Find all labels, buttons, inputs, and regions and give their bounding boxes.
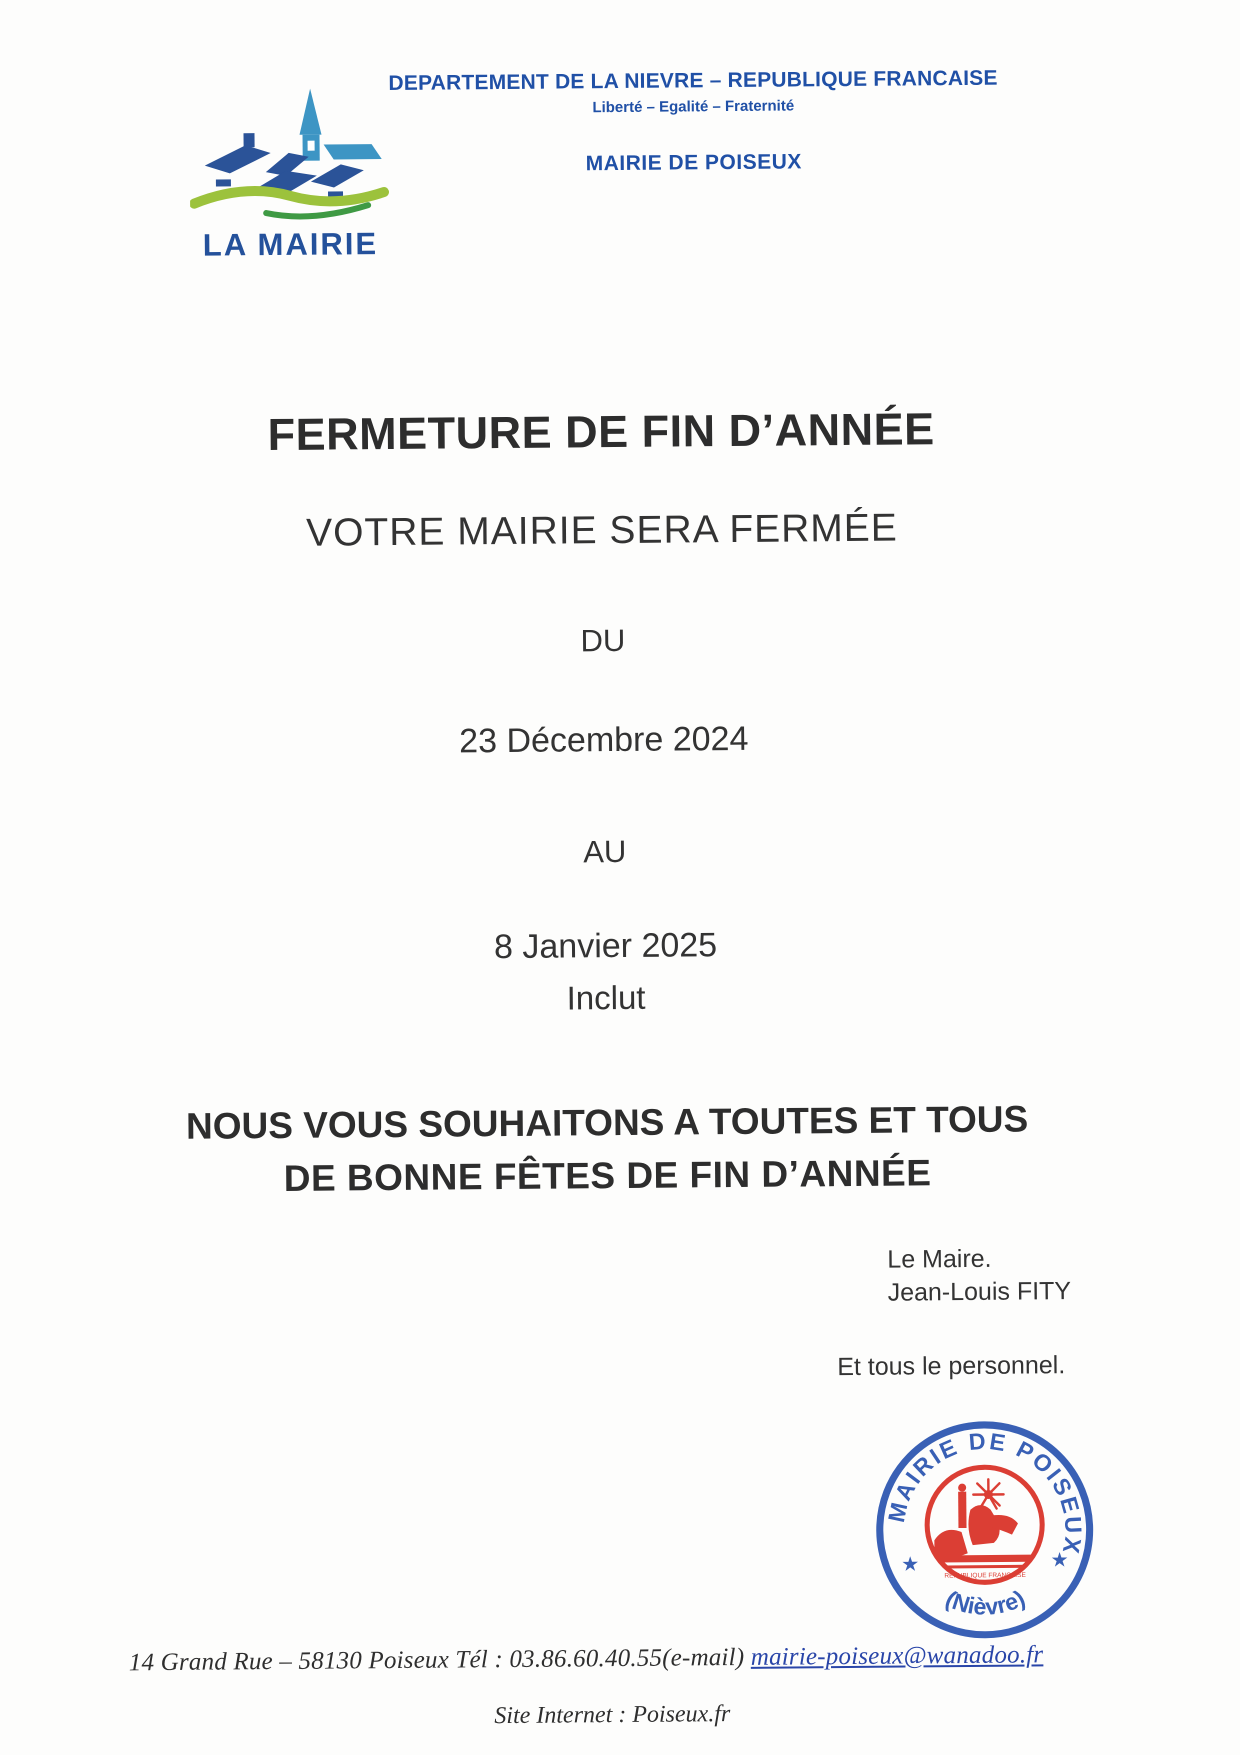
marianne-emblem-icon <box>934 1479 1032 1580</box>
footer-address-line <box>129 1640 1189 1677</box>
mairie-line: MAIRIE DE POISEUX <box>585 150 802 176</box>
municipal-stamp <box>871 1416 1099 1644</box>
republic-motto: Liberté – Egalité – Fraternité <box>592 97 795 117</box>
village-logo-icon <box>189 82 390 224</box>
footer-address-text: 14 Grand Rue – 58130 Poiseux Tél : 03.86.60.40.55(e-mail) <box>128 1643 751 1677</box>
stamp-bottom-text: (Nièvre) <box>941 1584 1030 1620</box>
closure-end-date: 8 Janvier 2025 <box>493 926 718 967</box>
signature-staff: Et tous le personnel. <box>837 1351 1066 1382</box>
stamp-top-text: MAIRIE DE POISEUX <box>882 1427 1087 1558</box>
wishes-line-2: DE BONNE FÊTES DE FIN D’ANNÉE <box>283 1152 932 1199</box>
svg-text:(Nièvre) <box>942 1585 1030 1620</box>
stamp-star-left-icon: ★ <box>901 1553 920 1576</box>
footer-website-line: Site Internet : Poiseux.fr <box>494 1701 731 1730</box>
logo-label: LA MAIRIE <box>202 226 379 263</box>
signature-role: Le Maire. <box>887 1244 992 1274</box>
closure-start-date: 23 Décembre 2024 <box>459 719 749 761</box>
wishes-line-1: NOUS VOUS SOUHAITONS A TOUTES ET TOUS <box>185 1098 1029 1147</box>
document-header <box>383 67 1004 178</box>
department-line: DEPARTEMENT DE LA NIEVRE – REPUBLIQUE FRANCAISE <box>388 66 998 95</box>
notice-title: FERMETURE DE FIN D’ANNÉE <box>267 403 935 461</box>
stamp-inner-caption: RÉPUBLIQUE FRANÇAISE <box>944 1571 1026 1580</box>
to-label: AU <box>583 833 627 870</box>
from-label: DU <box>580 622 626 659</box>
email-link[interactable]: mairie-poiseux@wanadoo.fr <box>750 1641 1044 1671</box>
town-logo <box>189 82 391 264</box>
notice-subtitle: VOTRE MAIRIE SERA FERMÉE <box>305 506 899 555</box>
stamp-star-right-icon: ★ <box>1050 1549 1069 1572</box>
inclusive-label: Inclut <box>566 978 646 1017</box>
signature-name: Jean-Louis FITY <box>887 1277 1072 1307</box>
